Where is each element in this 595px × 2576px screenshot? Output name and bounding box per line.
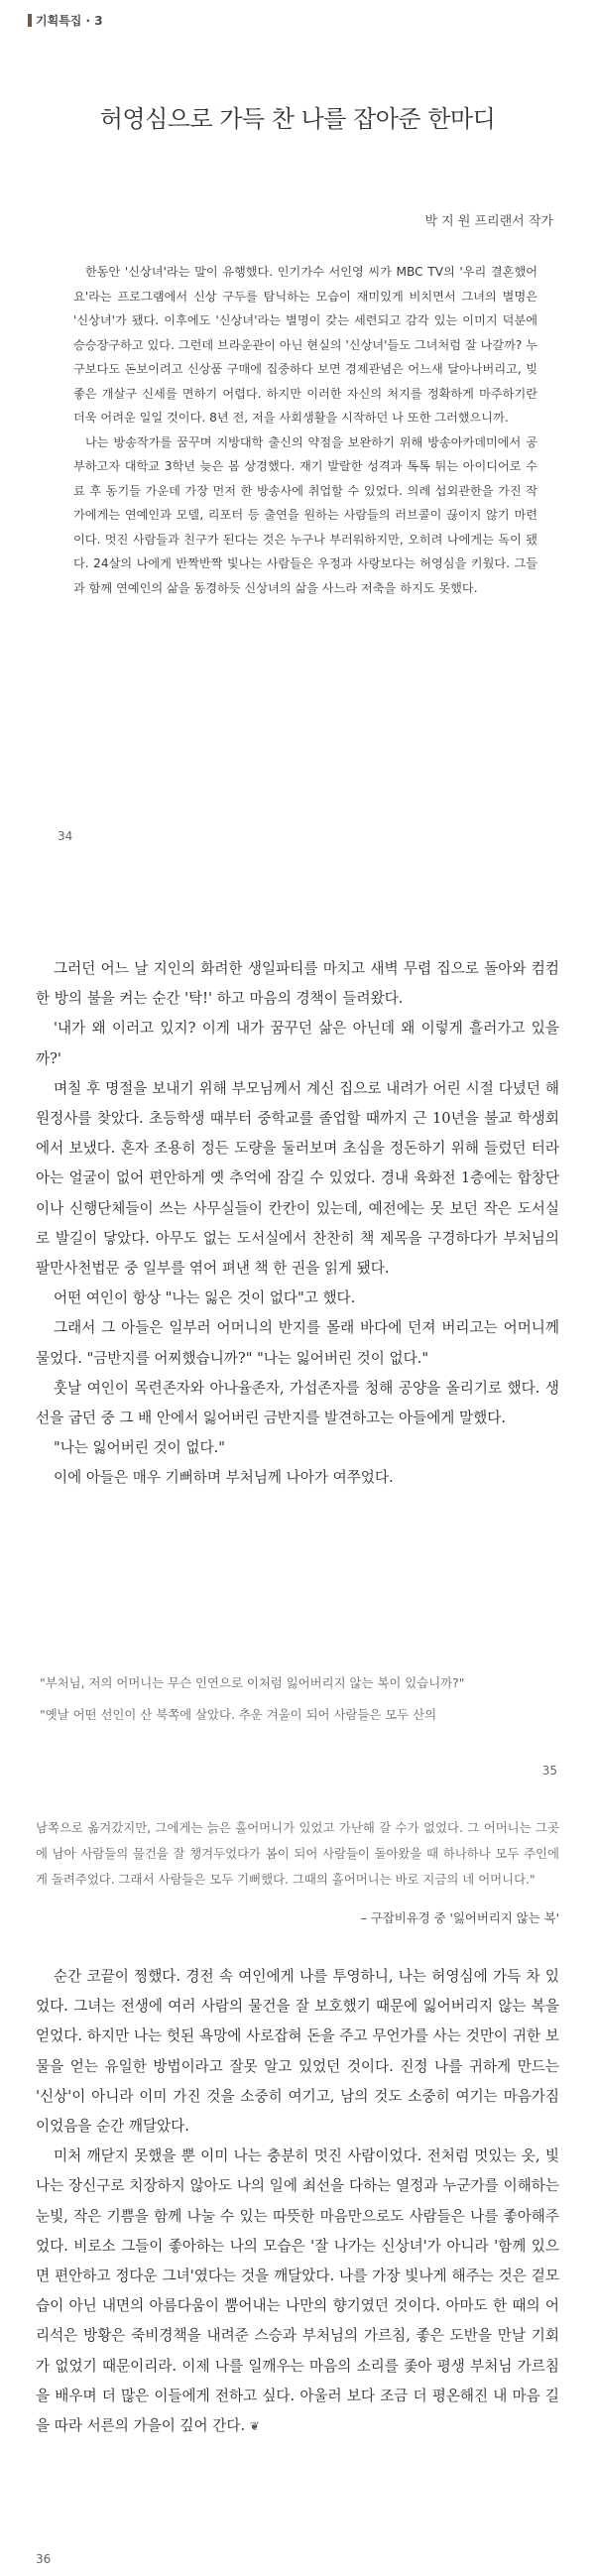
story-paragraph: 그러던 어느 날 지인의 화려한 생일파티를 마치고 새벽 무렵 집으로 돌아와 컴컴한 방의 불을 켜는 순간 '탁!' 하고 마음의 경책이 들려왔다. (36, 960, 559, 1008)
conclusion-paragraph: 순간 코끝이 찡했다. 경전 속 여인에게 나를 투영하니, 나는 허영심에 가득 차 있었다. 그녀는 전생에 여러 사람의 물건을 잘 보호했기 때문에 잃어버리지 않는 복을 얻었다. 하지만 나는 헛된 욕망에 사로잡혀 돈을 주고 무언가를 사는 것만이 귀한 보물을 얻는 유일한 방법이라고 잘못 알고 있었던 것이다. 진정 나를 귀하게 만드는 '신상'이 아니라 이미 가진 것을 소중히 여기고, 남의 것도 소중히 여기는 마음가짐이었음을 순간 깨달았다. (36, 1968, 559, 2136)
page-number: 34 (58, 829, 73, 843)
page-number: 36 (36, 2552, 52, 2566)
intro-paragraph: 나는 방송작가를 꿈꾸며 지방대학 출신의 약점을 보완하기 위해 방송아카데미에서 공부하고자 대학교 3학년 늦은 봄 상경했다. 재기 발랄한 성격과 톡톡 튀는 아이디어로 수료 후 동기들 가운데 가장 먼저 한 방송사에 취업할 수 있었다. 의례 섭외관한을 가진 작가에게는 연예인과 모델, 리포터 등 출연을 원하는 사람들의 러브콜이 끊이지 않기 마련이다. 멋진 사람들과 친구가 된다는 것은 누구나 부러워하지만, 오히려 나에게는 독이 됐다. 24살의 나에게 반짝반짝 빛나는 사람들은 우정과 사랑보다는 허영심을 키웠다. 그들과 함께 연예인의 삶을 동경하듯 신상녀의 삶을 사느라 저축을 하지도 못했다. (73, 434, 537, 595)
story-paragraph: 며칠 후 명절을 보내기 위해 부모님께서 계신 집으로 내려가 어린 시절 다녔던 해원정사를 찾았다. 초등학생 때부터 중학교를 졸업할 때까지 근 10년을 불교 학생회에서 보냈다. 혼자 조용히 정든 도량을 둘러보며 초심을 정돈하기 위해 들렀던 터라 아는 얼굴이 없어 편안하게 옛 추억에 잠길 수 있었다. 경내 육화전 1층에는 합창단이나 신행단체들이 쓰는 사무실들이 칸칸이 있는데, 예전에는 못 보던 작은 도서실로 발길이 닿았다. 아무도 없는 도서실에서 찬찬히 책 제목을 구경하다가 부처님의 팔만사천법문 중 일부를 엮어 펴낸 책 한 권을 읽게 됐다. (36, 1079, 559, 1278)
scripture-quote (36, 1670, 559, 1734)
story-paragraph: 이에 아들은 매우 기뻐하며 부처님께 나아가 여쭈었다. (54, 1469, 394, 1487)
page-36 (0, 1785, 595, 2576)
scripture-quote-continued (36, 1815, 559, 1893)
section-header (28, 12, 103, 29)
end-mark-icon: ❦ (249, 2419, 260, 2434)
article-title: 허영심으로 가득 찬 나를 잡아준 한마디 (99, 105, 496, 133)
story-paragraph: 어떤 여인이 항상 "나는 잃은 것이 없다"고 했다. (54, 1289, 356, 1307)
intro-paragraph: 한동안 '신상녀'라는 말이 유행했다. 인기가수 서인영 씨가 MBC TV의 '우리 결혼했어요'라는 프로그램에서 신상 구두를 탐닉하는 모습이 재미있게 비치면서 그녀의 별명은 '신상녀'가 됐다. 이후에도 '신상녀'라는 별명이 갖는 세련되고 감각 있는 이미지 덕분에 승승장구하고 있다. 그런데 브라운관이 아닌 현실의 '신상녀'들도 그녀처럼 잘 나갈까? 누구보다도 돈보이려고 신상품 구매에 집중하다 보면 경제관념은 어느새 달아나버리고, 빚 좋은 개살구 신세를 면하기 어렵다. 하지만 이러한 자신의 처지를 정확하게 마주하기란 더욱 어려운 일일 것이다. 8년 전, 저을 사회생활을 시작하던 나 또한 그러했으니까. (73, 265, 537, 425)
section-tag: 기획특집 · 3 (36, 14, 103, 28)
story-paragraph: '내가 왜 이러고 있지? 이게 내가 꿈꾸던 삶은 아닌데 왜 이렇게 흘러가고 있을까?' (36, 1020, 559, 1067)
page-34 (0, 0, 595, 863)
conclusion-paragraph (36, 2142, 559, 2441)
intro-box (73, 260, 537, 600)
story-paragraph: "나는 잃어버린 것이 없다." (54, 1439, 225, 1457)
section-marker-bar (28, 14, 32, 27)
quote-paragraph: "옛날 어떤 선인이 산 북쪽에 살았다. 추운 겨울이 되어 사람들은 모두 산의 (40, 1707, 437, 1722)
quote-source: – 구잡비유경 중 '잃어버리지 않는 복' (360, 1910, 559, 1925)
byline: 박 지 원 프리랜서 작가 (424, 214, 553, 229)
conclusion-body (36, 1962, 559, 2441)
story-body (36, 954, 559, 1494)
story-paragraph: 그래서 그 아들은 일부러 어머니의 반지를 몰래 바다에 던져 버리고는 어머니께 물었다. "금반지를 어찌했습니까?" "나는 잃어버린 것이 없다." (36, 1319, 559, 1367)
quote-paragraph: 남쪽으로 옮겨갔지만, 그에게는 늙은 홀어머니가 있었고 가난해 갈 수가 없었다. 그 어머니는 그곳에 남아 사람들의 물건을 잘 챙겨두었다가 봄이 되어 사람들이 돌아왔을 때 하나하나 모두 주인에게 돌려주었다. 그래서 사람들은 모두 기뻐했다. 그때의 홀어머니는 바로 지금의 네 어머니다." (36, 1820, 559, 1887)
conclusion-text: 미처 깨닫지 못했을 뿐 이미 나는 충분히 멋진 사람이었다. 전처럼 멋있는 옷, 빛나는 장신구로 치장하지 않아도 나의 일에 최선을 다하는 열정과 누군가를 이해하는 눈빛, 작은 기쁨을 함께 나눌 수 있는 따뜻한 마음만으로도 사람들은 나를 좋아해주었다. 비로소 그들이 좋아하는 나의 모습은 '잘 나가는 신상녀'가 아니라 '함께 있으면 편안하고 정다운 그녀'였다는 것을 깨달았다. 나를 가장 빛나게 해주는 것은 겉모습이 아닌 내면의 아름다움이 뿜어내는 나만의 향기였던 것이다. 아마도 한 때의 어리석은 방황은 죽비경책을 내려준 스승과 부처님의 가르침, 좋은 도반을 만날 기회가 없었기 때문이리라. 이제 나를 일깨우는 마음의 소리를 좇아 평생 부처님 가르침을 배우며 더 많은 이들에게 전하고 싶다. 아울러 보다 조금 더 평온해진 내 마음 길을 따라 서른의 가을이 깊어 간다. (36, 2147, 559, 2435)
page-35 (0, 863, 595, 1785)
story-paragraph: 훗날 여인이 목련존자와 아나율존자, 가섭존자를 청해 공양을 올리기로 했다. 생선을 굽던 중 그 배 안에서 잃어버린 금반지를 발견하고는 아들에게 말했다. (36, 1379, 559, 1427)
quote-paragraph: "부처님, 저의 어머니는 무슨 인연으로 이처럼 잃어버리지 않는 복이 있습니까?" (40, 1675, 465, 1690)
page-number: 35 (541, 1764, 557, 1778)
